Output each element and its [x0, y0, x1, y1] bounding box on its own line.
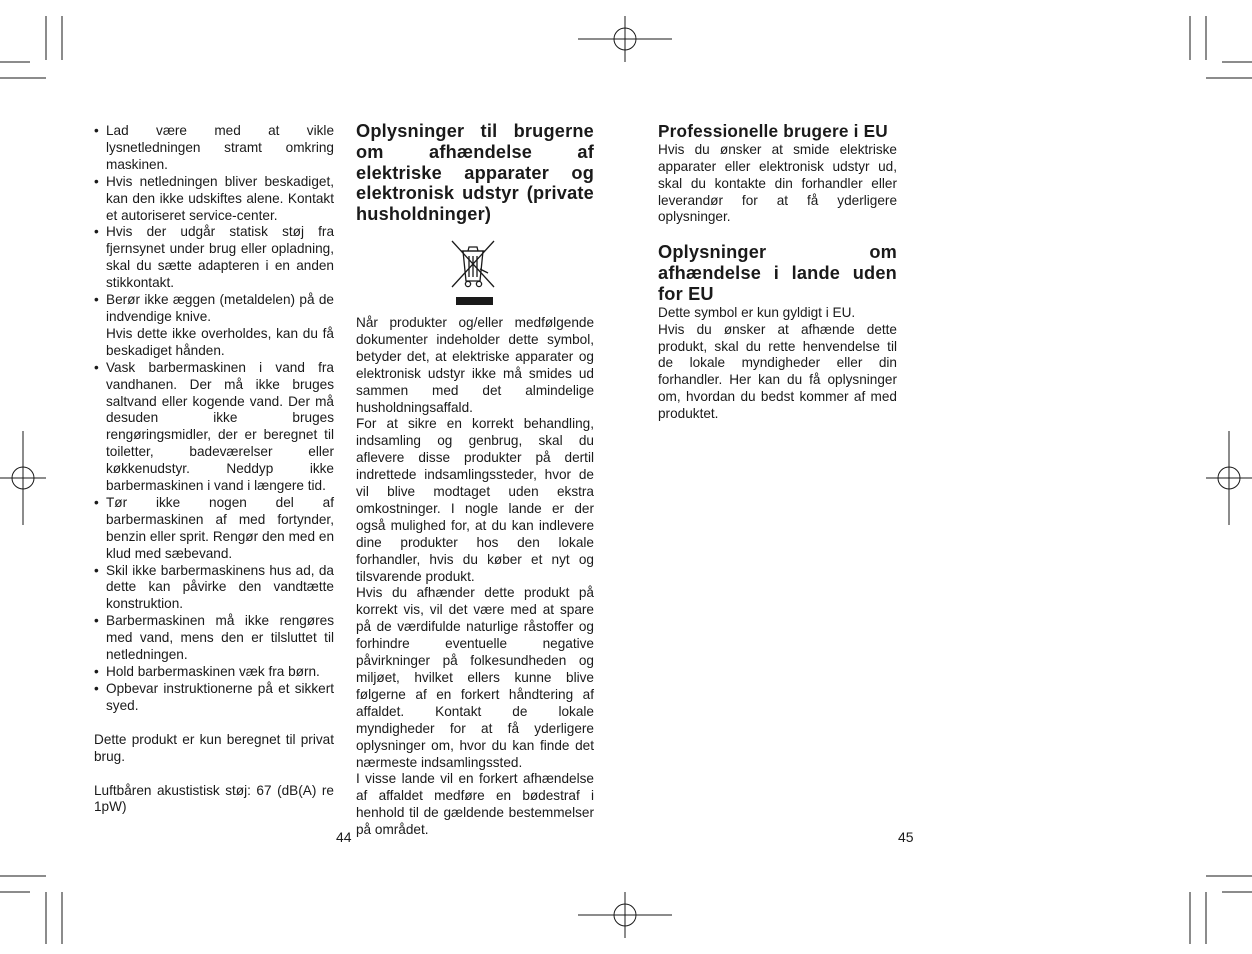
bullet-text: Vask barbermaskinen i vand fra vandhanen. Der må ikke bruges saltvand eller kogende vand. Der må desuden ikke bruges rengøringsmidler, der er beregnet til toiletter, badeværelser eller køkkenudstyr. Neddyp ikke barbermaskinen i vand i længere tid. — [106, 359, 334, 494]
crop-mark-top-right-icon — [1172, 0, 1252, 90]
registration-crosshair-bottom-icon — [578, 892, 672, 938]
weee-paragraph: Når produkter og/eller medfølgende dokumenter indeholder dette symbol, betyder det, at elektriske apparater og elektronisk udstyr ikke må smides ud sammen med det almindelige husholdningsaffald. — [356, 314, 594, 415]
private-use-note: Dette produkt er kun beregnet til privat brug. — [94, 731, 334, 764]
bullet-text: Hvis der udgår statisk støj fra fjernsynet under brug eller opladning, skal du sætte adapteren i en anden stikkontakt. — [106, 224, 334, 291]
right-column — [658, 121, 897, 423]
page-number-right: 45 — [898, 829, 914, 845]
non-eu-paragraph: Dette symbol er kun gyldigt i EU. — [658, 304, 856, 320]
bullet-extra-text: Hvis dette ikke overholdes, kan du få beskadiget hånden. — [106, 325, 334, 358]
bullet-text: Hold barbermaskinen væk fra børn. — [106, 664, 320, 679]
bullet-item — [94, 681, 334, 715]
weee-paragraph: I visse lande vil en forkert afhændelse af affaldet medføre en bødestraf i henhold til de gældende bestemmelser på området. — [356, 771, 594, 838]
bullet-text: Barbermaskinen må ikke rengøres med vand, mens den er tilsluttet til netledningen. — [106, 613, 334, 663]
weee-paragraph: For at sikre en korrekt behandling, indsamling og genbrug, skal du aflevere disse produkter på dertil indrettede indsamlingssteder, hvor de vil blive modtaget uden ekstra omkostninger. I nogle lande er der også mulighed for, at du kan indlevere dine produkter hos den lokale forhandler, hvis du køber et nyt og tilsvarende produkt. — [356, 416, 594, 584]
non-eu-paragraph: Hvis du ønsker at afhænde dette produkt, skal du rette henvendelse til de lokale myndigheder eller din forhandler. Her kan du få oplysninger om, hvordan du bedst kommer af med produktet. — [658, 321, 897, 422]
professional-users-title: Professionelle brugere i EU — [658, 121, 888, 141]
bullet-item — [94, 123, 334, 174]
safety-bullet-list — [94, 123, 334, 715]
left-column — [94, 123, 334, 816]
professional-users-text: Hvis du ønsker at smide elektriske apparater eller elektronisk udstyr ud, skal du kontakte din forhandler eller leverandør for at få yderligere oplysninger. — [658, 141, 897, 225]
bullet-item — [94, 292, 334, 360]
crop-mark-bottom-left-icon — [0, 864, 80, 954]
weee-paragraph: Hvis du afhænder dette produkt på korrekt vis, vil det være med at spare på de værdifulde naturlige råstoffer og forhindre eventuelle negative påvirkninger på folkesundheden og miljøet, hvilket ellers kunne blive følgerne af en forkert håndtering af affaldet. Kontakt de lokale myndigheder for at få yderligere oplysninger om, hvor du kan finde det nærmeste indsamlingssted. — [356, 585, 594, 770]
bullet-item — [94, 613, 334, 664]
bullet-item — [94, 495, 334, 563]
bullet-item — [94, 224, 334, 292]
bullet-text: Lad være med at vikle lysnetledningen stramt omkring maskinen. — [106, 123, 334, 172]
crop-mark-top-left-icon — [0, 0, 80, 90]
middle-column — [356, 121, 594, 839]
bullet-text: Hvis netledningen bliver beskadiget, kan den ikke udskiftes alene. Kontakt et autoriseret service-center. — [106, 173, 334, 223]
weee-section-title: Oplysninger til brugerne om afhændelse af elektriske apparater og elektronisk udstyr (private husholdninger) — [356, 121, 594, 225]
bullet-item — [94, 563, 334, 614]
bullet-item — [94, 360, 334, 495]
registration-crosshair-right-icon — [1206, 431, 1252, 525]
bullet-item — [94, 664, 334, 681]
bullet-text: Opbevar instruktionerne på et sikkert syed. — [106, 680, 334, 713]
page-number-left: 44 — [336, 829, 352, 845]
registration-crosshair-top-icon — [578, 16, 672, 62]
bullet-text: Tør ikke nogen del af barbermaskinen af med fortynder, benzin eller sprit. Rengør den med en klud med sæbevand. — [106, 494, 334, 561]
bullet-item — [94, 174, 334, 225]
bullet-text: Berør ikke æggen (metaldelen) på de indvendige knive. — [106, 292, 334, 324]
noise-level-note: Luftbåren akustistisk støj: 67 (dB(A) re 1pW) — [94, 782, 334, 815]
bullet-text: Skil ikke barbermaskinens hus ad, da dette kan påvirke den vandtætte konstruktion. — [106, 562, 334, 612]
registration-crosshair-left-icon — [0, 431, 46, 525]
non-eu-disposal-title: Oplysninger om afhændelse i lande uden for EU — [658, 242, 897, 304]
crop-mark-bottom-right-icon — [1172, 864, 1252, 954]
crossed-out-wheelie-bin-icon — [356, 239, 594, 307]
